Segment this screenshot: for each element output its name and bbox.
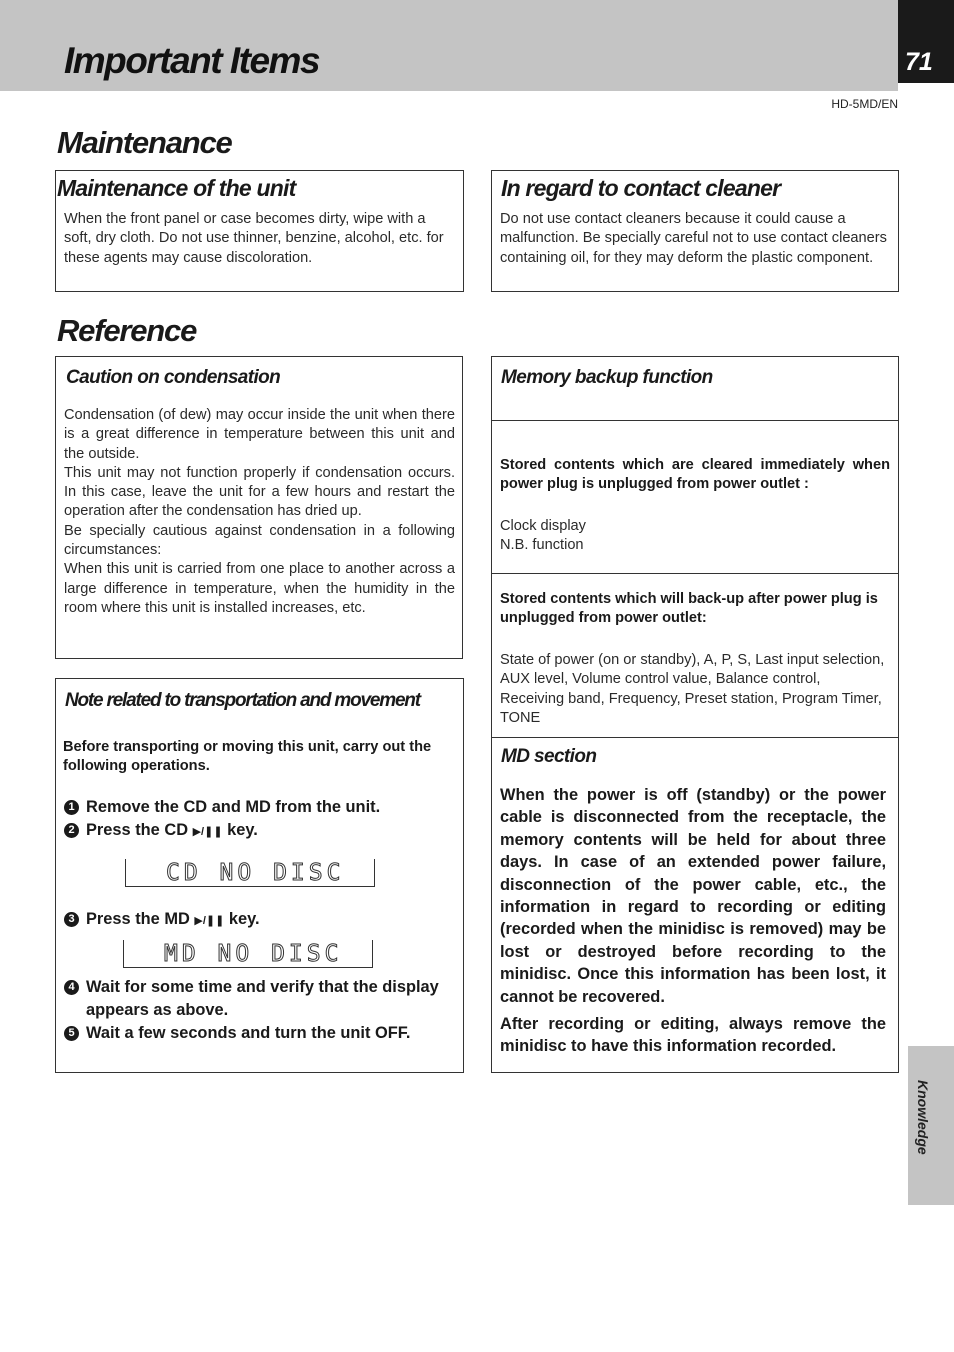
condensation-p1: Condensation (of dew) may occur inside the unit when there is a great difference in temperature between this unit and the outside.: [64, 407, 455, 462]
contact-cleaner-text: Do not use contact cleaners because it could cause a malfunction. Be specially careful not to use contact cleaners containing oil, for they may deform the plastic component.: [500, 211, 887, 266]
transport-step-1: 1 Remove the CD and MD from the unit.: [64, 796, 456, 819]
maintenance-title: Maintenance: [57, 125, 232, 160]
maintenance-unit-box: [55, 170, 464, 292]
cleared-item-nb: N.B. function: [500, 537, 584, 554]
play-pause-icon: ▶/❚❚: [194, 915, 225, 927]
transport-step-5: 5 Wait a few seconds and turn the unit OFF.: [64, 1022, 449, 1045]
divider: [492, 420, 898, 421]
page-title: Important Items: [64, 40, 320, 81]
transport-intro: Before transporting or moving this unit, carry out the following operations.: [63, 739, 432, 775]
model-code: HD-5MD/EN: [831, 97, 898, 111]
backup-text: State of power (on or standby), A, P, S, Last input selection, AUX level, Volume control value, Balance control, Receiving band, Frequency, Preset station, Program Timer, TONE: [500, 652, 885, 726]
condensation-p3: Be specially cautious against condensation in a following circumstances:: [64, 522, 455, 559]
transport-step-4: 4 Wait for some time and verify that the display appears as above.: [64, 976, 449, 1022]
cleared-item-clock: Clock display: [500, 518, 586, 534]
backup-heading: Stored contents which will back-up after power plug is unplugged from power outlet:: [500, 591, 878, 627]
md-section-p2: After recording or editing, always remove the minidisc to have this information recorded.: [500, 1015, 886, 1056]
divider: [492, 737, 898, 738]
step-number-4: 4: [64, 980, 79, 995]
condensation-p2: This unit may not function properly if condensation occurs. In this case, leave the unit for a few hours and restart the operation after the condensation has dried up.: [64, 464, 455, 520]
play-pause-icon: ▶/❚❚: [192, 826, 223, 838]
md-section-p1: When the power is off (standby) or the power cable is disconnected from the receptacle, the memory contents will be held for about three days. In case of an extended power failure, disconnection of the power cable, etc., the information in regard to recording or editing (recorded when the minidisc is removed) may be lost or destroyed before recording to the minidisc. Once this information has been lost, it cannot be recovered.: [500, 786, 886, 1006]
transport-box: [55, 678, 464, 1073]
cleared-heading: Stored contents which are cleared immediately when power plug is unplugged from power outlet :: [500, 457, 890, 493]
transport-title: Note related to transportation and movement: [65, 690, 420, 711]
reference-title: Reference: [57, 313, 197, 348]
lcd-display-md: MD NO DISC: [123, 940, 373, 968]
step-number-5: 5: [64, 1026, 79, 1041]
transport-step-3: 3 Press the MD ▶/❚❚ key.: [64, 908, 456, 933]
md-section-title: MD section: [501, 746, 597, 767]
transport-step-2: 2 Press the CD ▶/❚❚ key.: [64, 819, 456, 844]
condensation-p4: When this unit is carried from one place to another across a large difference in temperature, when the humidity in the room where this unit is installed increases, etc.: [64, 561, 455, 616]
cleared-list: [500, 517, 890, 556]
memory-backup-box: [491, 356, 899, 1073]
contact-cleaner-title: In regard to contact cleaner: [501, 175, 781, 201]
side-tab-label: Knowledge: [915, 1080, 931, 1155]
page-number: 71: [905, 48, 933, 76]
maintenance-unit-title: Maintenance of the unit: [57, 175, 296, 201]
divider: [492, 573, 898, 574]
memory-backup-title: Memory backup function: [501, 367, 713, 388]
condensation-box: [55, 356, 463, 659]
step-number-2: 2: [64, 823, 79, 838]
lcd-display-cd: CD NO DISC: [125, 859, 375, 887]
step-number-1: 1: [64, 800, 79, 815]
step-number-3: 3: [64, 912, 79, 927]
maintenance-unit-text: When the front panel or case becomes dirty, wipe with a soft, dry cloth. Do not use thinner, benzine, alcohol, etc. for these agents may cause discoloration.: [64, 211, 444, 266]
contact-cleaner-box: [491, 170, 899, 292]
condensation-title: Caution on condensation: [66, 367, 281, 388]
